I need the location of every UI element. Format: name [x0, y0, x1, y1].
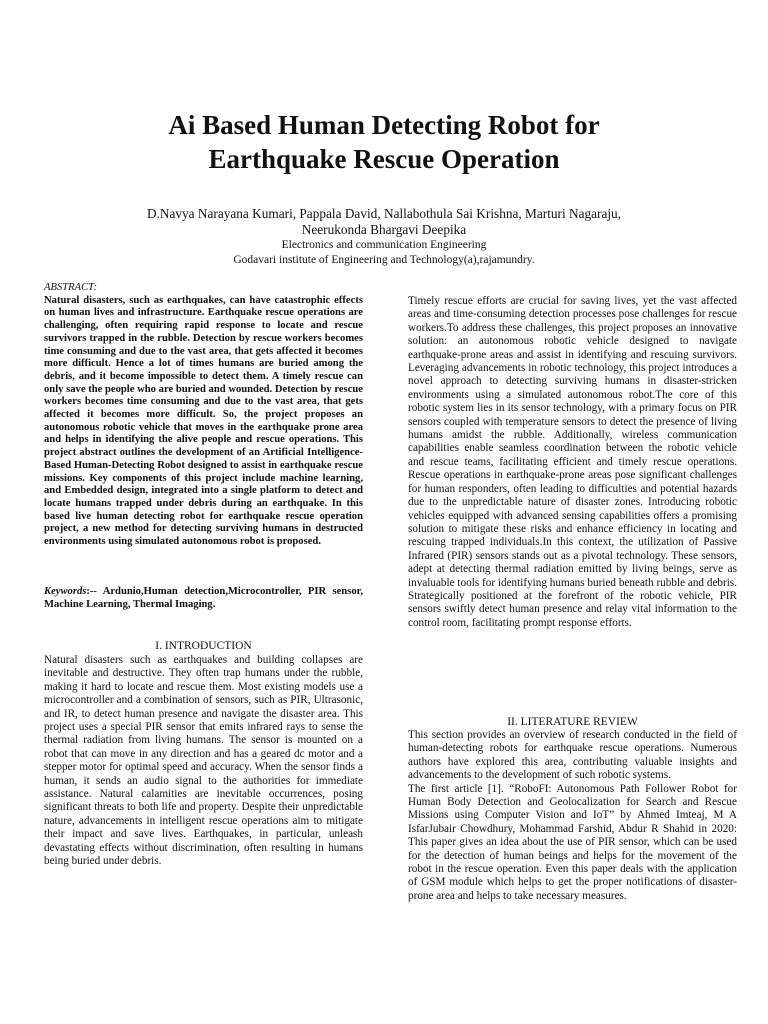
keywords-label: Keywords [44, 586, 87, 597]
introduction-text: Natural disasters such as earthquakes and building collapses are inevitable and destructive. They often trap humans under the rubble, making it hard to locate and rescue them. Most existing models use a microcontroller and a combination of sensors, such as PIR, Ultrasonic, and IR, to detect human presence and navigate the disaster area. This project uses a special PIR sensor that emits infrared rays to sense the thermal radiation from living humans. The sensor is mounted on a robot that can move in any direction and has a geared dc motor and a stepper motor for optimal speed and accuracy. When the sensor finds a human, it sends an audio signal to the authorities for immediate assistance. Natural calamities are inevitable occurrences, posing significant threats to both life and property. Despite their unpredictable nature, advancements in intelligent rescue operations aim to mitigate their impact and save lives. Earthquakes, in particular, unleash devastating effects without discrimination, often resulting in humans being buried under debris. [44, 654, 363, 868]
authors-line-1: D.Navya Narayana Kumari, Pappala David, Nallabothula Sai Krishna, Marturi Nagaraju, [146, 206, 622, 221]
title-line-1: Ai Based Human Detecting Robot for [168, 110, 600, 140]
abstract-text: Natural disasters, such as earthquakes, can have catastrophic effects on human lives and infrastructure. Earthquake rescue operations are challenging, often requiring rapid response to locate and rescue survivors trapped in the rubble. Detection by rescue workers becomes time consuming and due to the vast area, that gets affected it becomes more difficult. Hence a lot of times humans are buried among the debris, and it become impossible to detect them. A timely rescue can only save the people who are buried and wounded. Detection by rescue workers becomes time consuming and due to the vast area, that gets affected it becomes more difficult. So, the project proposes an autonomous robotic vehicle that moves in the earthquake prone area and helps in identifying the alive people and rescue operations. This project abstract outlines the development of an Artificial Intelligence-Based Human-Detecting Robot designed to assist in earthquake rescue missions. Key components of this project include machine learning, and Embedded design, integrated into a single platform to detect and locate humans trapped under debris during an earthquake. In this based live human detecting robot for earthquake rescue operation project, a new method for detecting surviving humans in destructed environments using simulated autonomous robot is proposed. [44, 294, 363, 548]
authors-line-2: Neerukonda Bhargavi Deepika [301, 222, 467, 237]
paper-title [60, 108, 708, 176]
introduction-heading: I. INTRODUCTION [155, 640, 252, 652]
affiliation-department: Electronics and communication Engineering [281, 239, 487, 251]
lit-paragraph-2: The first article [1]. “RoboFI: Autonomous Path Follower Robot for Human Body Detection and Geolocalization for Search and Rescue Missions using Computer Vision and IoT” by Ahmed Imteaj, M A IsfarJubair Chowdhury, Mohammad Farshid, Abdur R Shahid in 2020: This paper gives an idea about the use of PIR sensor, which can be used for the detection of human beings and helps for the movement of the robot in the rescue operation. Even this paper deals with the application of GSM module which helps to get the proper notifications of disaster-prone area and helps to take necessary measures. [408, 782, 737, 902]
keywords [44, 586, 363, 611]
affiliation-institute: Godavari institute of Engineering and Technology(a),rajamundry. [233, 254, 535, 266]
title-line-2: Earthquake Rescue Operation [208, 144, 560, 174]
abstract [44, 282, 363, 549]
abstract-heading [44, 282, 363, 295]
body-paragraph-1: Timely rescue efforts are crucial for saving lives, yet the vast affected areas and time-consuming detection processes pose challenges for rescue workers.To address these challenges, this project proposes an innovative solution: an autonomous robotic vehicle designed to navigate earthquake-prone areas and assist in identifying and rescuing survivors. Leveraging advancements in robotic technology, this project introduces a novel approach to detecting surviving humans in disaster-stricken environments using a simulated autonomous robot.The core of this robotic system lies in its sensor technology, with a primary focus on PIR sensors coupled with temperature sensors to detect the presence of living humans amidst the rubble. Additionally, wireless communication capabilities enable seamless coordination between the robotic vehicle and rescue teams, facilitating efficient and timely rescue operations. Rescue operations in earthquake-prone areas pose significant challenges for human responders, often leading to difficulties and potential hazards due to the unpredictable nature of disaster zones. Introducing robotic vehicles equipped with advanced sensing capabilities offers a promising solution to mitigate these risks and enhance efficiency in locating and rescuing trapped individuals.In this context, the utilization of Passive Infrared (PIR) sensors stands out as a pivotal technology. These sensors, adept at detecting thermal radiation emitted by living beings, serve as invaluable tools for identifying humans buried beneath rubble and debris. Strategically positioned at the forefront of the robotic vehicle, PIR sensors swiftly detect human presence and relay vital information to the control room, facilitating prompt response efforts. [408, 295, 737, 629]
abstract-label: ABSTRACT [44, 282, 94, 293]
literature-review-text [408, 729, 737, 903]
literature-review-heading: II. LITERATURE REVIEW [507, 716, 638, 728]
keywords-text: :-- Ardunio,Human detection,Microcontroller, PIR sensor, Machine Learning, Thermal Imaging. [44, 586, 363, 610]
author-list [60, 206, 708, 238]
lit-paragraph-1: This section provides an overview of research conducted in the field of human-detecting robots for earthquake rescue operations. Numerous authors have explored this area, contributing valuable insights and advancements to the development of such robotic systems. [408, 729, 737, 782]
abstract-colon: : [93, 282, 97, 293]
